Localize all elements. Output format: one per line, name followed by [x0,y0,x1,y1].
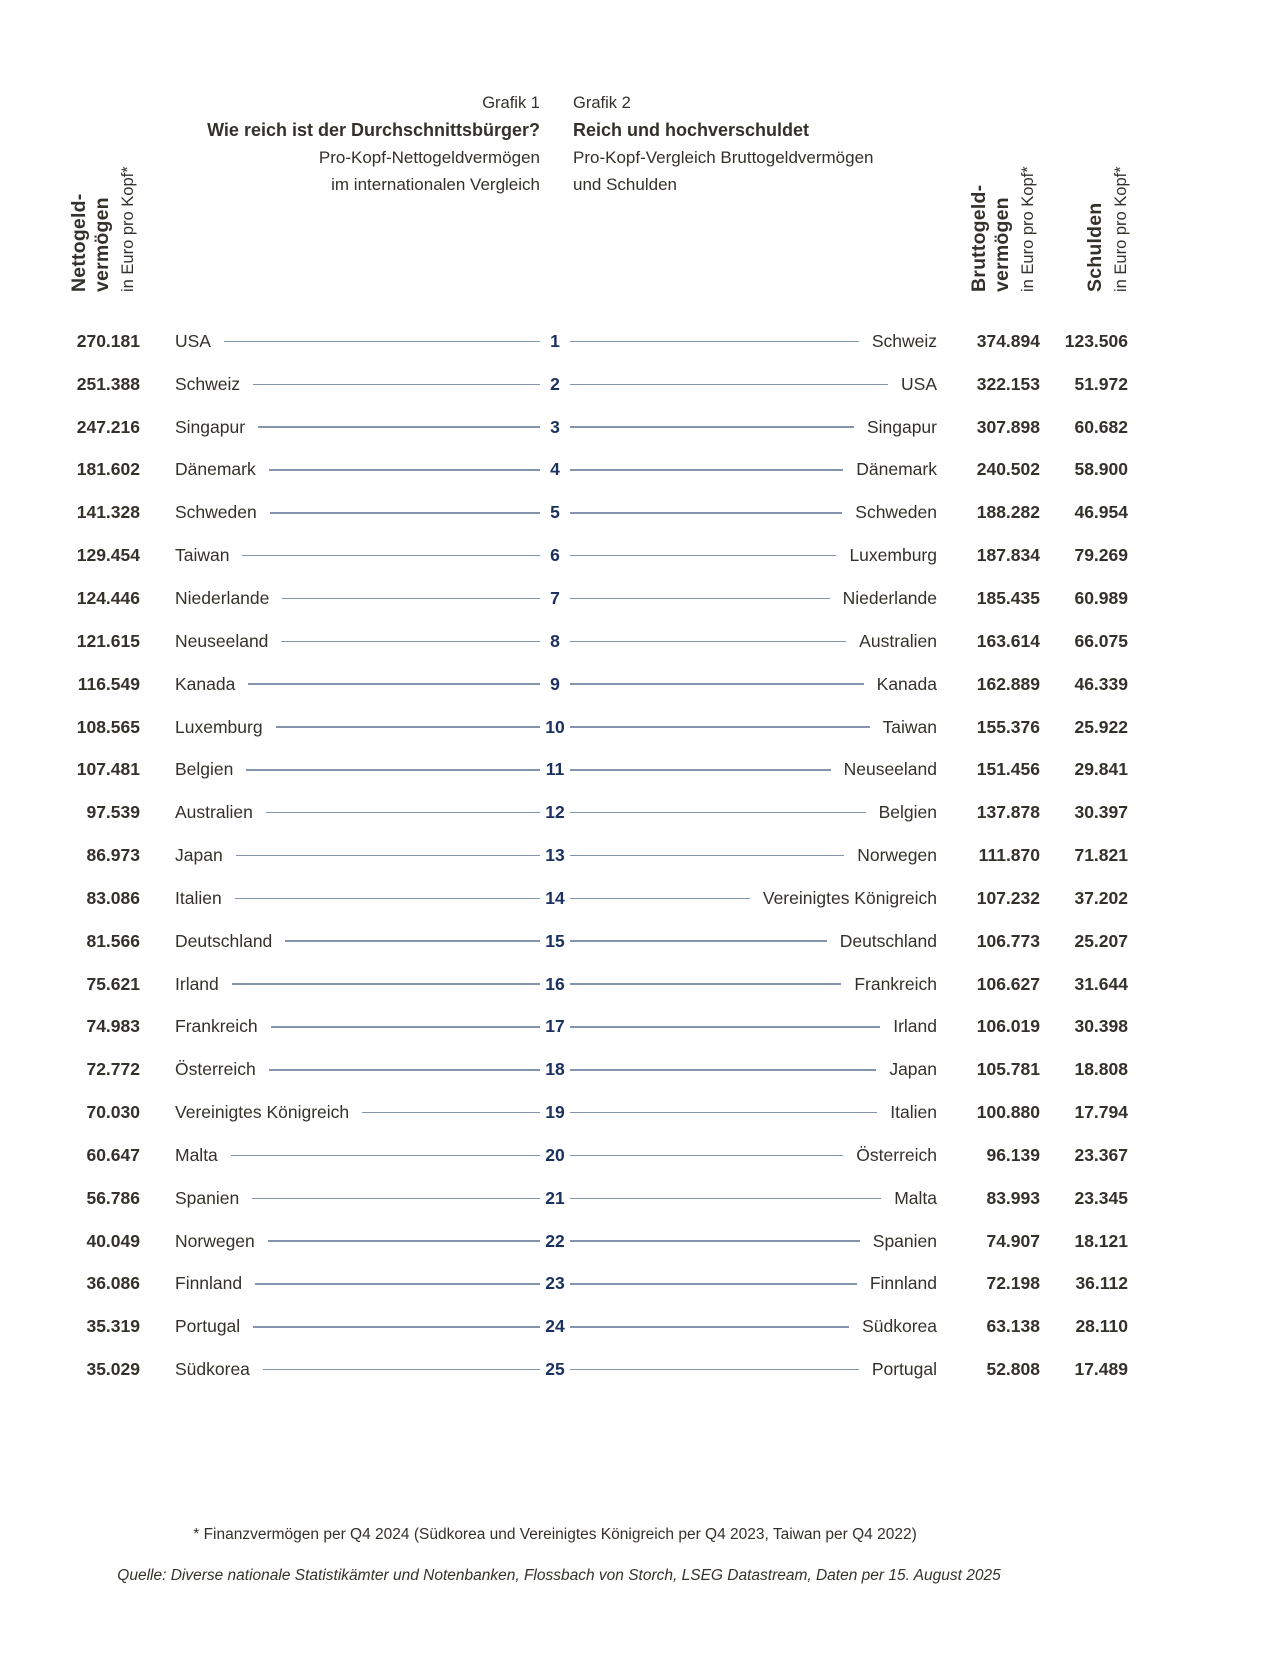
debt-value: 58.900 [1074,459,1128,480]
rank-number: 13 [545,845,565,866]
left-entry [175,502,540,523]
right-country-label: Dänemark [856,459,937,480]
gross-value: 374.894 [976,330,1040,351]
right-entry [570,1273,937,1294]
grafik1-subtitle-line1: Pro-Kopf-Nettogeldvermögen [318,148,540,167]
right-country-label: Finnland [869,1273,937,1294]
rank-number: 23 [545,1273,565,1294]
left-country-label: Luxemburg [175,716,263,737]
debt-axis-label [1084,166,1131,292]
left-country-label: Finnland [175,1273,243,1294]
left-country-label: Dänemark [175,459,256,480]
connector-line-left [235,898,540,900]
connector-line-left [232,983,540,985]
connector-line-left [285,940,540,942]
connector-line-left [281,641,540,643]
net-value: 108.565 [76,716,140,737]
gross-value: 111.870 [978,845,1040,866]
table-row [68,320,1128,363]
right-country-label: Taiwan [882,716,937,737]
rank-number: 9 [550,673,560,694]
left-entry [175,888,540,909]
right-entry [570,1016,937,1037]
table-row [68,791,1128,834]
net-value: 141.328 [76,502,140,523]
gross-value: 307.898 [976,416,1040,437]
left-entry [175,759,540,780]
net-value: 129.454 [76,545,140,566]
grafik2-subtitle-line2: und Schulden [573,175,677,194]
debt-value: 28.110 [1075,1316,1128,1337]
debt-value: 17.489 [1074,1359,1128,1380]
debt-value: 17.794 [1074,1102,1128,1123]
gross-value: 162.889 [976,673,1040,694]
table-row [68,363,1128,406]
net-value: 60.647 [86,1144,140,1165]
right-entry [570,417,937,438]
rank-number: 12 [545,802,565,823]
grafik1-header [0,90,540,198]
right-entry [570,674,937,695]
table-row [68,620,1128,663]
left-entry [175,631,540,652]
table-row [68,1220,1128,1263]
connector-line-right [570,855,844,857]
left-country-label: Südkorea [175,1359,250,1380]
left-country-label: Österreich [175,1059,256,1080]
ranking-rows [68,320,1128,1391]
net-value: 270.181 [76,330,140,351]
gross-value: 155.376 [976,716,1040,737]
table-row [68,963,1128,1006]
table-row [68,748,1128,791]
right-country-label: Japan [889,1059,937,1080]
net-value: 181.602 [76,459,140,480]
gross-axis-title-line1: Bruttogeld- [968,184,990,292]
rank-number: 14 [545,887,565,908]
debt-value: 51.972 [1074,373,1128,394]
left-entry [175,802,540,823]
connector-line-right [570,683,864,685]
right-entry [570,545,937,566]
debt-axis-unit: in Euro pro Kopf* [1112,166,1130,292]
right-country-label: Deutschland [839,930,937,951]
left-entry [175,931,540,952]
net-value: 56.786 [86,1187,140,1208]
right-entry [570,1102,937,1123]
table-row [68,1006,1128,1049]
connector-line-left [248,683,540,685]
right-country-label: Malta [894,1187,937,1208]
connector-line-right [570,940,827,942]
left-country-label: Australien [175,802,253,823]
connector-line-left [266,812,540,814]
table-row [68,1263,1128,1306]
grafik2-label: Grafik 2 [573,94,631,112]
table-row [68,1348,1128,1391]
gross-value: 72.198 [986,1273,1040,1294]
left-country-label: Portugal [175,1316,241,1337]
connector-line-left [236,855,540,857]
rank-number: 2 [550,373,560,394]
left-country-label: Schweiz [175,373,241,394]
net-value: 74.983 [86,1016,140,1037]
gross-value: 100.880 [976,1102,1040,1123]
right-country-label: Irland [893,1016,937,1037]
left-entry [175,845,540,866]
right-entry [570,1359,937,1380]
left-country-label: Schweden [175,502,257,523]
debt-value: 25.922 [1074,716,1128,737]
left-country-label: Spanien [175,1187,240,1208]
left-country-label: Neuseeland [175,630,269,651]
rank-number: 5 [550,502,560,523]
net-axis-unit: in Euro pro Kopf* [119,166,137,292]
rank-number: 17 [545,1016,565,1037]
right-entry [570,1188,937,1209]
right-country-label: Niederlande [842,587,937,608]
left-entry [175,374,540,395]
right-entry [570,502,937,523]
gross-value: 188.282 [976,502,1040,523]
connector-line-right [570,469,843,471]
gross-value: 52.808 [986,1359,1040,1380]
net-value: 36.086 [86,1273,140,1294]
debt-value: 37.202 [1074,887,1128,908]
net-value: 247.216 [76,416,140,437]
grafik1-subtitle-line2: im internationalen Vergleich [331,175,540,194]
table-row [68,1134,1128,1177]
connector-line-right [570,1155,843,1157]
left-entry [175,1316,540,1337]
left-country-label: USA [175,330,211,351]
connector-line-left [253,1326,540,1328]
right-entry [570,588,937,609]
debt-value: 30.398 [1074,1016,1128,1037]
debt-value: 66.075 [1074,630,1128,651]
debt-value: 18.808 [1074,1059,1128,1080]
table-row [68,663,1128,706]
debt-value: 18.121 [1074,1230,1128,1251]
right-entry [570,1231,937,1252]
right-country-label: Schweiz [871,330,937,351]
left-entry [175,417,540,438]
debt-value: 60.682 [1074,416,1128,437]
right-entry [570,802,937,823]
table-row [68,1177,1128,1220]
connector-line-right [570,1069,876,1071]
table-row [68,706,1128,749]
connector-line-right [570,1198,881,1200]
net-value: 70.030 [86,1102,140,1123]
footnote: * Finanzvermögen per Q4 2024 (Südkorea und Vereinigtes Königreich per Q4 2023, Taiwan per Q4 2022) [193,1526,917,1543]
net-axis-title-line2: vermögen [91,197,113,292]
left-country-label: Italien [175,887,222,908]
right-country-label: Singapur [866,416,937,437]
left-country-label: Niederlande [175,587,270,608]
right-country-label: Norwegen [857,845,937,866]
connector-line-right [570,341,859,343]
connector-line-right [570,983,841,985]
rank-number: 15 [545,930,565,951]
table-row [68,534,1128,577]
left-entry [175,974,540,995]
right-entry [570,888,937,909]
left-entry [175,1231,540,1252]
right-entry [570,374,937,395]
connector-line-right [570,426,854,428]
debt-value: 71.821 [1074,845,1128,866]
left-entry [175,1359,540,1380]
right-entry [570,1059,937,1080]
table-row [68,877,1128,920]
right-country-label: Spanien [872,1230,937,1251]
right-country-label: Südkorea [862,1316,937,1337]
debt-value: 60.989 [1074,587,1128,608]
debt-value: 29.841 [1074,759,1128,780]
right-country-label: Neuseeland [843,759,937,780]
gross-value: 106.019 [976,1016,1040,1037]
grafik1-title: Wie reich ist der Durchschnittsbürger? [207,120,540,140]
gross-value: 74.907 [986,1230,1040,1251]
left-entry [175,331,540,352]
gross-axis-label [968,166,1038,292]
connector-line-left [282,598,540,600]
right-entry [570,931,937,952]
connector-line-right [570,1240,860,1242]
net-axis-title-line1: Nettogeld- [68,193,90,292]
right-entry [570,974,937,995]
table-row [68,577,1128,620]
debt-value: 36.112 [1075,1273,1128,1294]
rank-number: 25 [545,1359,565,1380]
rank-number: 4 [550,459,560,480]
connector-line-right [570,384,888,386]
right-country-label: USA [901,373,937,394]
connector-line-right [570,1112,877,1114]
rank-number: 19 [545,1102,565,1123]
connector-line-right [570,555,836,557]
rank-number: 8 [550,630,560,651]
left-entry [175,459,540,480]
connector-line-left [276,726,540,728]
net-value: 121.615 [76,630,140,651]
grafik1-label: Grafik 1 [482,94,540,112]
left-country-label: Kanada [175,673,236,694]
debt-axis-title: Schulden [1084,202,1106,292]
net-value: 35.319 [86,1316,140,1337]
left-entry [175,1059,540,1080]
net-value: 72.772 [86,1059,140,1080]
left-entry [175,1188,540,1209]
connector-line-right [570,898,750,900]
table-row [68,491,1128,534]
right-country-label: Portugal [871,1359,937,1380]
net-value: 86.973 [86,845,140,866]
gross-value: 106.627 [976,973,1040,994]
left-entry [175,545,540,566]
connector-line-left [253,384,540,386]
table-row [68,449,1128,492]
grafik2-header [573,90,874,198]
table-row [68,834,1128,877]
left-country-label: Singapur [175,416,246,437]
gross-value: 137.878 [976,802,1040,823]
gross-value: 106.773 [976,930,1040,951]
connector-line-right [570,1026,880,1028]
net-value: 97.539 [86,802,140,823]
gross-value: 185.435 [976,587,1040,608]
connector-line-right [570,641,846,643]
connector-line-left [252,1198,540,1200]
gross-value: 240.502 [976,459,1040,480]
net-value: 81.566 [86,930,140,951]
left-entry [175,588,540,609]
right-country-label: Österreich [856,1144,937,1165]
net-value: 40.049 [86,1230,140,1251]
net-value: 75.621 [86,973,140,994]
gross-value: 187.834 [976,545,1040,566]
rank-number: 18 [545,1059,565,1080]
connector-line-left [270,512,540,514]
debt-value: 30.397 [1074,802,1128,823]
gross-value: 105.781 [976,1059,1040,1080]
left-country-label: Norwegen [175,1230,255,1251]
gross-value: 96.139 [986,1144,1040,1165]
net-value: 35.029 [86,1359,140,1380]
right-country-label: Schweden [855,502,937,523]
rank-number: 6 [550,545,560,566]
connector-line-left [269,1069,540,1071]
rank-number: 7 [550,587,560,608]
left-entry [175,674,540,695]
left-country-label: Taiwan [175,545,230,566]
left-country-label: Belgien [175,759,234,780]
rank-number: 16 [545,973,565,994]
gross-axis-unit: in Euro pro Kopf* [1019,166,1037,292]
net-value: 83.086 [86,887,140,908]
connector-line-left [258,426,540,428]
debt-value: 31.644 [1074,973,1128,994]
right-country-label: Italien [890,1102,937,1123]
right-country-label: Kanada [876,673,937,694]
connector-line-left [263,1369,540,1371]
grafik2-subtitle-line1: Pro-Kopf-Vergleich Bruttogeldvermögen [573,148,874,167]
debt-value: 25.207 [1074,930,1128,951]
left-entry [175,1102,540,1123]
left-entry [175,717,540,738]
table-row [68,1048,1128,1091]
connector-line-right [570,598,830,600]
debt-value: 46.339 [1074,673,1128,694]
right-entry [570,717,937,738]
right-entry [570,631,937,652]
net-value: 107.481 [76,759,140,780]
rank-number: 11 [545,759,565,780]
left-country-label: Irland [175,973,219,994]
net-value: 251.388 [76,373,140,394]
gross-value: 322.153 [976,373,1040,394]
right-country-label: Frankreich [854,973,937,994]
table-row [68,1091,1128,1134]
right-country-label: Vereinigtes Königreich [762,887,937,908]
gross-axis-title-line2: vermögen [991,197,1013,292]
gross-value: 107.232 [976,887,1040,908]
rank-number: 10 [545,716,565,737]
connector-line-left [362,1112,540,1114]
right-country-label: Australien [859,630,937,651]
gross-value: 83.993 [986,1187,1040,1208]
left-entry [175,1145,540,1166]
connector-line-right [570,512,842,514]
gross-value: 63.138 [986,1316,1040,1337]
gross-value: 163.614 [976,630,1040,651]
grafik2-title: Reich und hochverschuldet [573,120,810,140]
connector-line-left [231,1155,540,1157]
connector-line-left [271,1026,540,1028]
rank-number: 20 [545,1144,565,1165]
connector-line-right [570,1283,857,1285]
right-entry [570,331,937,352]
net-value: 116.549 [77,673,140,694]
left-country-label: Malta [175,1144,218,1165]
right-country-label: Luxemburg [849,545,937,566]
left-entry [175,1273,540,1294]
connector-line-left [242,555,540,557]
right-country-label: Belgien [878,802,937,823]
debt-value: 23.345 [1074,1187,1128,1208]
connector-line-left [224,341,540,343]
right-entry [570,1316,937,1337]
connector-line-right [570,769,831,771]
net-value: 124.446 [76,587,140,608]
connector-line-right [570,1326,849,1328]
left-country-label: Deutschland [175,930,273,951]
connector-line-left [246,769,540,771]
debt-value: 123.506 [1064,330,1128,351]
debt-value: 23.367 [1074,1144,1128,1165]
right-entry [570,845,937,866]
connector-line-right [570,726,870,728]
right-entry [570,1145,937,1166]
connector-line-left [268,1240,540,1242]
left-entry [175,1016,540,1037]
table-row [68,1305,1128,1348]
connector-line-right [570,1369,859,1371]
rank-number: 24 [545,1316,565,1337]
debt-value: 46.954 [1074,502,1128,523]
rank-number: 3 [550,416,560,437]
table-row [68,920,1128,963]
rank-number: 21 [545,1187,565,1208]
debt-value: 79.269 [1074,545,1128,566]
left-country-label: Frankreich [175,1016,258,1037]
right-entry [570,459,937,480]
connector-line-right [570,812,866,814]
left-country-label: Vereinigtes Königreich [175,1102,350,1123]
right-entry [570,759,937,780]
left-country-label: Japan [175,845,223,866]
table-row [68,406,1128,449]
rank-number: 22 [545,1230,565,1251]
source-line: Quelle: Diverse nationale Statistikämter und Notenbanken, Flossbach von Storch, LSEG Datastream, Daten per 15. August 2025 [117,1567,1001,1584]
connector-line-left [269,469,540,471]
rank-number: 1 [550,330,560,351]
gross-value: 151.456 [976,759,1040,780]
connector-line-left [255,1283,540,1285]
